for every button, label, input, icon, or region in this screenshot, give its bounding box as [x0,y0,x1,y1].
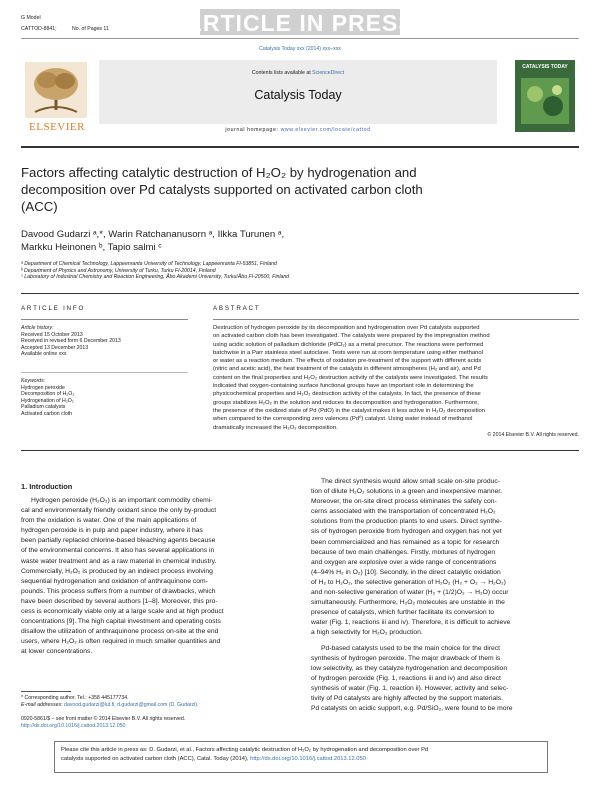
keywords-rule [21,372,188,373]
affiliation: ᶜ Laboratory of Industrial Chemistry and Reaction Engineering, Åbo Akademi University, Turku/Åbo FI-20500, Finland [21,274,290,281]
body-line: Hydrogen peroxide (H₂O₂) is an important commodity chemi- [31,497,213,504]
keyword: Hydrogenation of H₂O₂ [21,397,74,404]
abstract-line: when compared to the corresponding zero valences (Pd⁰) catalyst. Using water instead of methanol [213,416,473,423]
article-info-rule [21,319,188,320]
cite-box [54,741,548,773]
body-line: low selectivity, as they catalyze hydrogenation and decomposition [311,664,508,672]
article-info-heading: ARTICLE INFO [21,305,86,312]
body-line: cal and environmentally friendly oxidant since the only by-product [21,507,217,515]
article-title [21,164,541,215]
abstract-line: (nitric and acetic acid), the heat treatment of the catalysts in different atmospheres (H₂ and air), and Pd [213,366,481,373]
history-item: Received 15 October 2013 [21,331,83,338]
affiliation: ᵇ Department of Physics and Astronomy, University of Turku, Turku FI-20014, Finland [21,267,216,274]
body-line: have been described by several authors [1–8]. Moreover, this pro- [21,597,218,605]
abstract-text [213,324,579,432]
body-line: because of two main challenges. Firstly, mixtures of hydrogen [311,548,496,556]
email-label: E-mail addresses: [21,701,63,708]
body-line: Commercially, H₂O₂ is produced by an indirect process involving [21,567,213,575]
homepage-prefix: journal homepage: [225,127,279,133]
contents-line [99,70,497,77]
affiliation: ᵃ Department of Chemical Technology, Lappeenranta University of Technology, Lappeenranta FI-53851, Finland [21,261,277,267]
keywords-label: Keywords: [21,378,46,384]
body-line: sequential hydrogenation and oxidation of anthraquinone com- [21,577,208,585]
email-addresses[interactable]: davood.gudarzi@lut.fi, d.gudarzi@gmail.com (D. Gudarzi). [63,701,199,708]
body-line: cess is economically viable only at a large scale and at high product [21,608,224,616]
body-line: Pd catalysts on acidic support, e.g. Pd/SiO₂, were found to be more [311,705,513,713]
history-item: Accepted 13 December 2013 [21,344,89,351]
body-line: Moreover, the on-site direct process eliminates the safety con- [311,498,497,506]
abstract-line: the presence of the oxidized state of Pd (PdO) in the catalyst makes it less active in H₂O₂ decomposition [213,407,486,414]
abstract-line: using acidic solution of palladium dichloride (PdCl₂) as a metal precursor. The reactions were performed [213,341,484,348]
publisher-name: ELSEVIER [29,121,85,133]
abstract-line: indicated that oxygen-containing surface functional groups have an important role in determining the [213,383,474,390]
body-line: water (Fig. 1, reactions iii and iv). Therefore, it is difficult to achieve [311,619,511,627]
history-label: Article history: [21,325,54,331]
cover-title: CATALYSIS TODAY [522,64,568,70]
body-line: Pd-based catalysts used to be the main choice for the direct [321,644,500,652]
citation-line[interactable]: Catalysis Today xxx (2014) xxx–xxx [259,46,341,52]
history-item: Available online xxx [21,351,67,358]
keyword: Palladium catalysts [21,404,66,411]
body-line: synthesis of hydrogen peroxide. The major drawback of them is [311,654,501,662]
body-line: a high selectivity for H₂O₂ production. [311,629,423,637]
cover-art [521,78,569,124]
title-line: (ACC) [21,199,58,214]
cite-line-2 [61,755,543,764]
body-line: from the oxidation is water. One of the main applications of [21,517,197,525]
copyright: © 2014 Elsevier B.V. All rights reserved. [487,432,579,438]
body-line: tion of dilute H₂O₂ solutions in a green and inexpensive manner. [311,488,502,496]
abstract-line: content on the final properties and H₂O₂ destruction activity of the catalysts were investigated. The results [213,374,488,381]
affiliation-rule [21,293,579,294]
history-item: Received in revised form 6 December 2013 [21,338,121,345]
body-line: presence of catalysts, which further facilitate its conversion to [311,609,495,617]
journal-cover [515,60,575,132]
body-line: cerns associated with the transportation of concentrated H₂O₂ [311,508,496,516]
body-line: hydrogen peroxide is in pulp and paper industry, where it has [21,527,203,535]
journal-code: G Model [21,15,41,21]
body-line: disallow the utilization of anthraquinone process on-site at the end [21,628,219,636]
body-line: sis of hydrogen peroxide from hydrogen and oxygen has not yet [311,528,502,536]
keyword: Decomposition of H₂O₂ [21,391,75,398]
elsevier-tree-logo [25,62,87,118]
title-line: Factors affecting catalytic destruction of H₂O₂ by hydrogenation and [21,165,417,180]
body-line: concentrations [9]. The high capital investment and operating costs [21,618,221,626]
body-line: of H₂ to H₂O₂, the selective generation of H₂O₂ (H₂ + O₂ → H₂O₂) [311,578,506,586]
body-line: users, where H₂O₂ is often required in much smaller quantities and [21,638,221,646]
article-code: CATTOD-8841; [21,26,57,32]
footnote-rule [21,691,71,692]
cite-doi-link[interactable]: http://dx.doi.org/10.1016/j.cattod.2013.12.050 [250,756,366,762]
body-line: synthesis of water (Fig. 1, reaction ii). However, activity and selec- [311,684,509,692]
abstract-heading: ABSTRACT [213,305,261,312]
body-line: of hydrogen peroxide (Fig. 1, reactions iii and iv) and also direct [311,674,501,682]
abstract-end-rule [21,450,579,451]
author-line: Markku Heinonen ᵇ, Tapio salmi ᶜ [21,241,162,253]
keyword: Activated carbon cloth [21,410,73,417]
body-line: been partially replaced chlorine-based bleaching agents because [21,537,216,545]
intro-left-column [21,496,289,658]
abstract-line: groups stabilizes H₂O₂ in the solution and reduces its decomposition and hydrogenation. Furthermore, [213,399,479,406]
abstract-line: Destruction of hydrogen peroxide by its decomposition and hydrogenation over Pd catalysts supported [213,325,480,331]
footnotes [21,695,311,708]
article-in-press-title: ARTICLE IN PRESS [185,10,415,36]
abstract-line: or water as a reaction medium. The effects of oxidation pre-treatment of the support with different acids [213,358,482,365]
body-line: pounds. This process suffers from a number of drawbacks, which [21,587,216,595]
body-line: of the environmental concerns. It also has several applications in [21,547,215,555]
sciencedirect-link[interactable]: ScienceDirect [312,70,345,76]
section-heading: 1. Introduction [21,482,73,491]
banner-rule [21,38,579,39]
doi-link[interactable]: http://dx.doi.org/10.1016/j.cattod.2013.12.050 [21,722,126,729]
body-line: and non-selective generation of water (H₂ + (1/2)O₂ → H₂O) occur [311,589,509,597]
body-line: waste water treatment and as a raw material in chemical industry. [21,557,217,565]
body-line: and oxygen are explosive over a wide range of concentrations [311,558,497,566]
issn-line: 0920-5861/$ – see front matter © 2014 Elsevier B.V. All rights reserved. [21,716,186,722]
contents-prefix: Contents lists available at [251,70,311,76]
cite-line-text: catalysts supported on activated carbon cloth (ACC), Catal. Today (2014), [61,756,249,762]
cite-box-text [61,746,543,764]
journal-name: Catalysis Today [254,88,342,102]
body-line: simultaneously. Furthermore, H₂O₂ molecules are unstable in the [311,599,505,607]
corresponding-author: * Corresponding author. Tel.: +358 445177734. [21,695,129,701]
article-history [21,325,191,358]
body-line: The direct synthesis would allow small scale on-site produc- [321,478,500,485]
front-matter [21,716,321,729]
body-line: been commercialized and has remained as a topic for research [311,538,500,546]
masthead-rule [21,146,579,148]
abstract-rule [213,319,579,320]
masthead [21,58,579,138]
author-line: Davood Gudarzi ᵃ,*, Warin Ratchananusorn ᵃ, Ilkka Turunen ᵃ, [21,229,285,240]
body-line: (4–94% H₂ in O₂) [10]. Secondly, in the direct catalytic oxidation [311,568,501,576]
keyword: Hydrogen peroxide [21,384,65,391]
abstract-line: on activated carbon cloth has been investigated. The catalysts were prepared by the impregnation method [213,333,490,340]
body-line: tivity of Pd catalysts are highly affected by the support materials. [311,694,503,702]
body-line: solutions from the production plants to end users. Direct synthe- [311,518,502,526]
authors [21,229,541,254]
intro-right-column [311,477,579,714]
email-line [21,702,311,709]
body-line: at lower concentrations. [21,648,93,656]
homepage-link[interactable]: www.elsevier.com/locate/cattod [280,127,371,133]
affiliations [21,261,541,281]
title-line: decomposition over Pd catalysts supported on activated carbon cloth [21,182,423,197]
abstract-line: physicochemical properties and H₂O₂ destruction activity of the catalysts. In fact, the presence of these [213,391,481,398]
keywords [21,378,191,418]
abstract-line: batchwise in a Parr stainless steel autoclave. Tests were run at room temperature using either methanol [213,349,484,356]
cite-line: Please cite this article in press as: D. Gudarzi, et al., Factors affecting catalytic destruction of H₂O₂ by hydrogenation and decomposition over Pd [61,747,429,753]
homepage-line [99,127,497,134]
abstract-line: dramatically increased the H₂O₂ decomposition. [213,424,338,431]
pages-note: No. of Pages 11 [72,26,109,32]
